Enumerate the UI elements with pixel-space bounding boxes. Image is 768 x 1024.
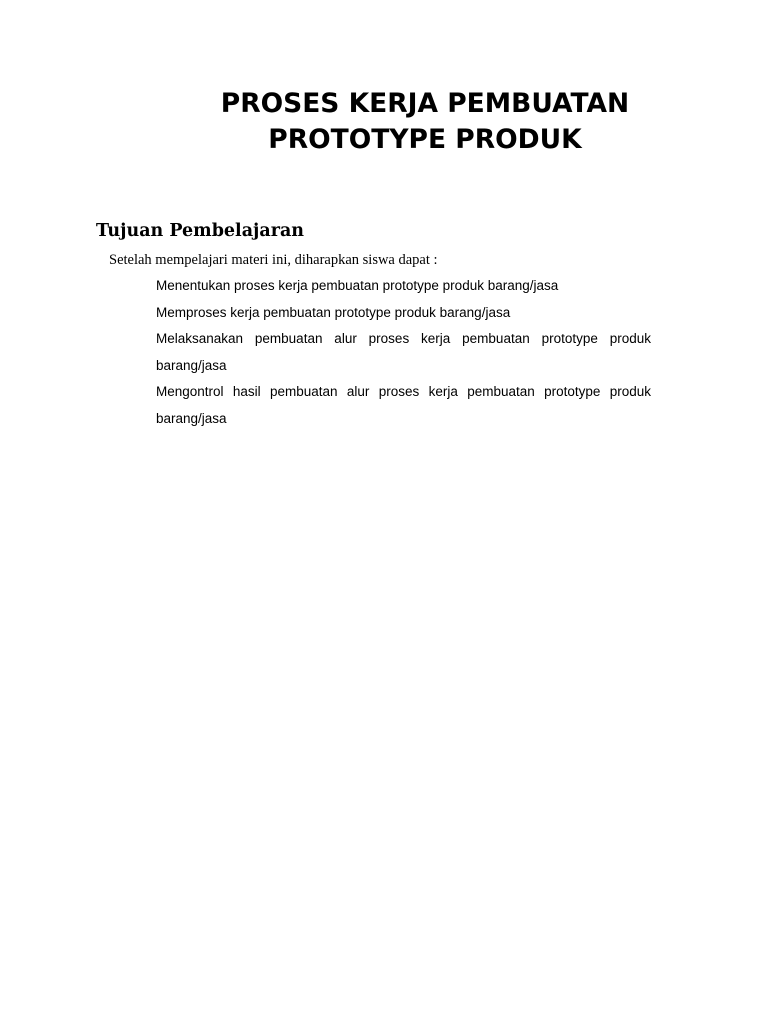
page-title-line-1: PROSES KERJA PEMBUATAN: [220, 88, 630, 119]
objective-item: Menentukan proses kerja pembuatan prototype produk barang/jasa: [156, 278, 559, 293]
objectives-list: [156, 273, 651, 432]
objective-item: Mengontrol hasil pembuatan alur proses kerja pembuatan prototype produk barang/jasa: [156, 384, 651, 426]
objective-item: Memproses kerja pembuatan prototype produk barang/jasa: [156, 304, 511, 320]
objective-item: Melaksanakan pembuatan alur proses kerja pembuatan prototype produk barang/jasa: [156, 331, 651, 373]
page-title: [170, 86, 680, 158]
intro-text: Setelah mempelajari materi ini, diharapkan siswa dapat :: [109, 252, 438, 268]
section-heading: Tujuan Pembelajaran: [96, 221, 305, 241]
page-title-line-2: PROTOTYPE PRODUK: [268, 124, 582, 155]
